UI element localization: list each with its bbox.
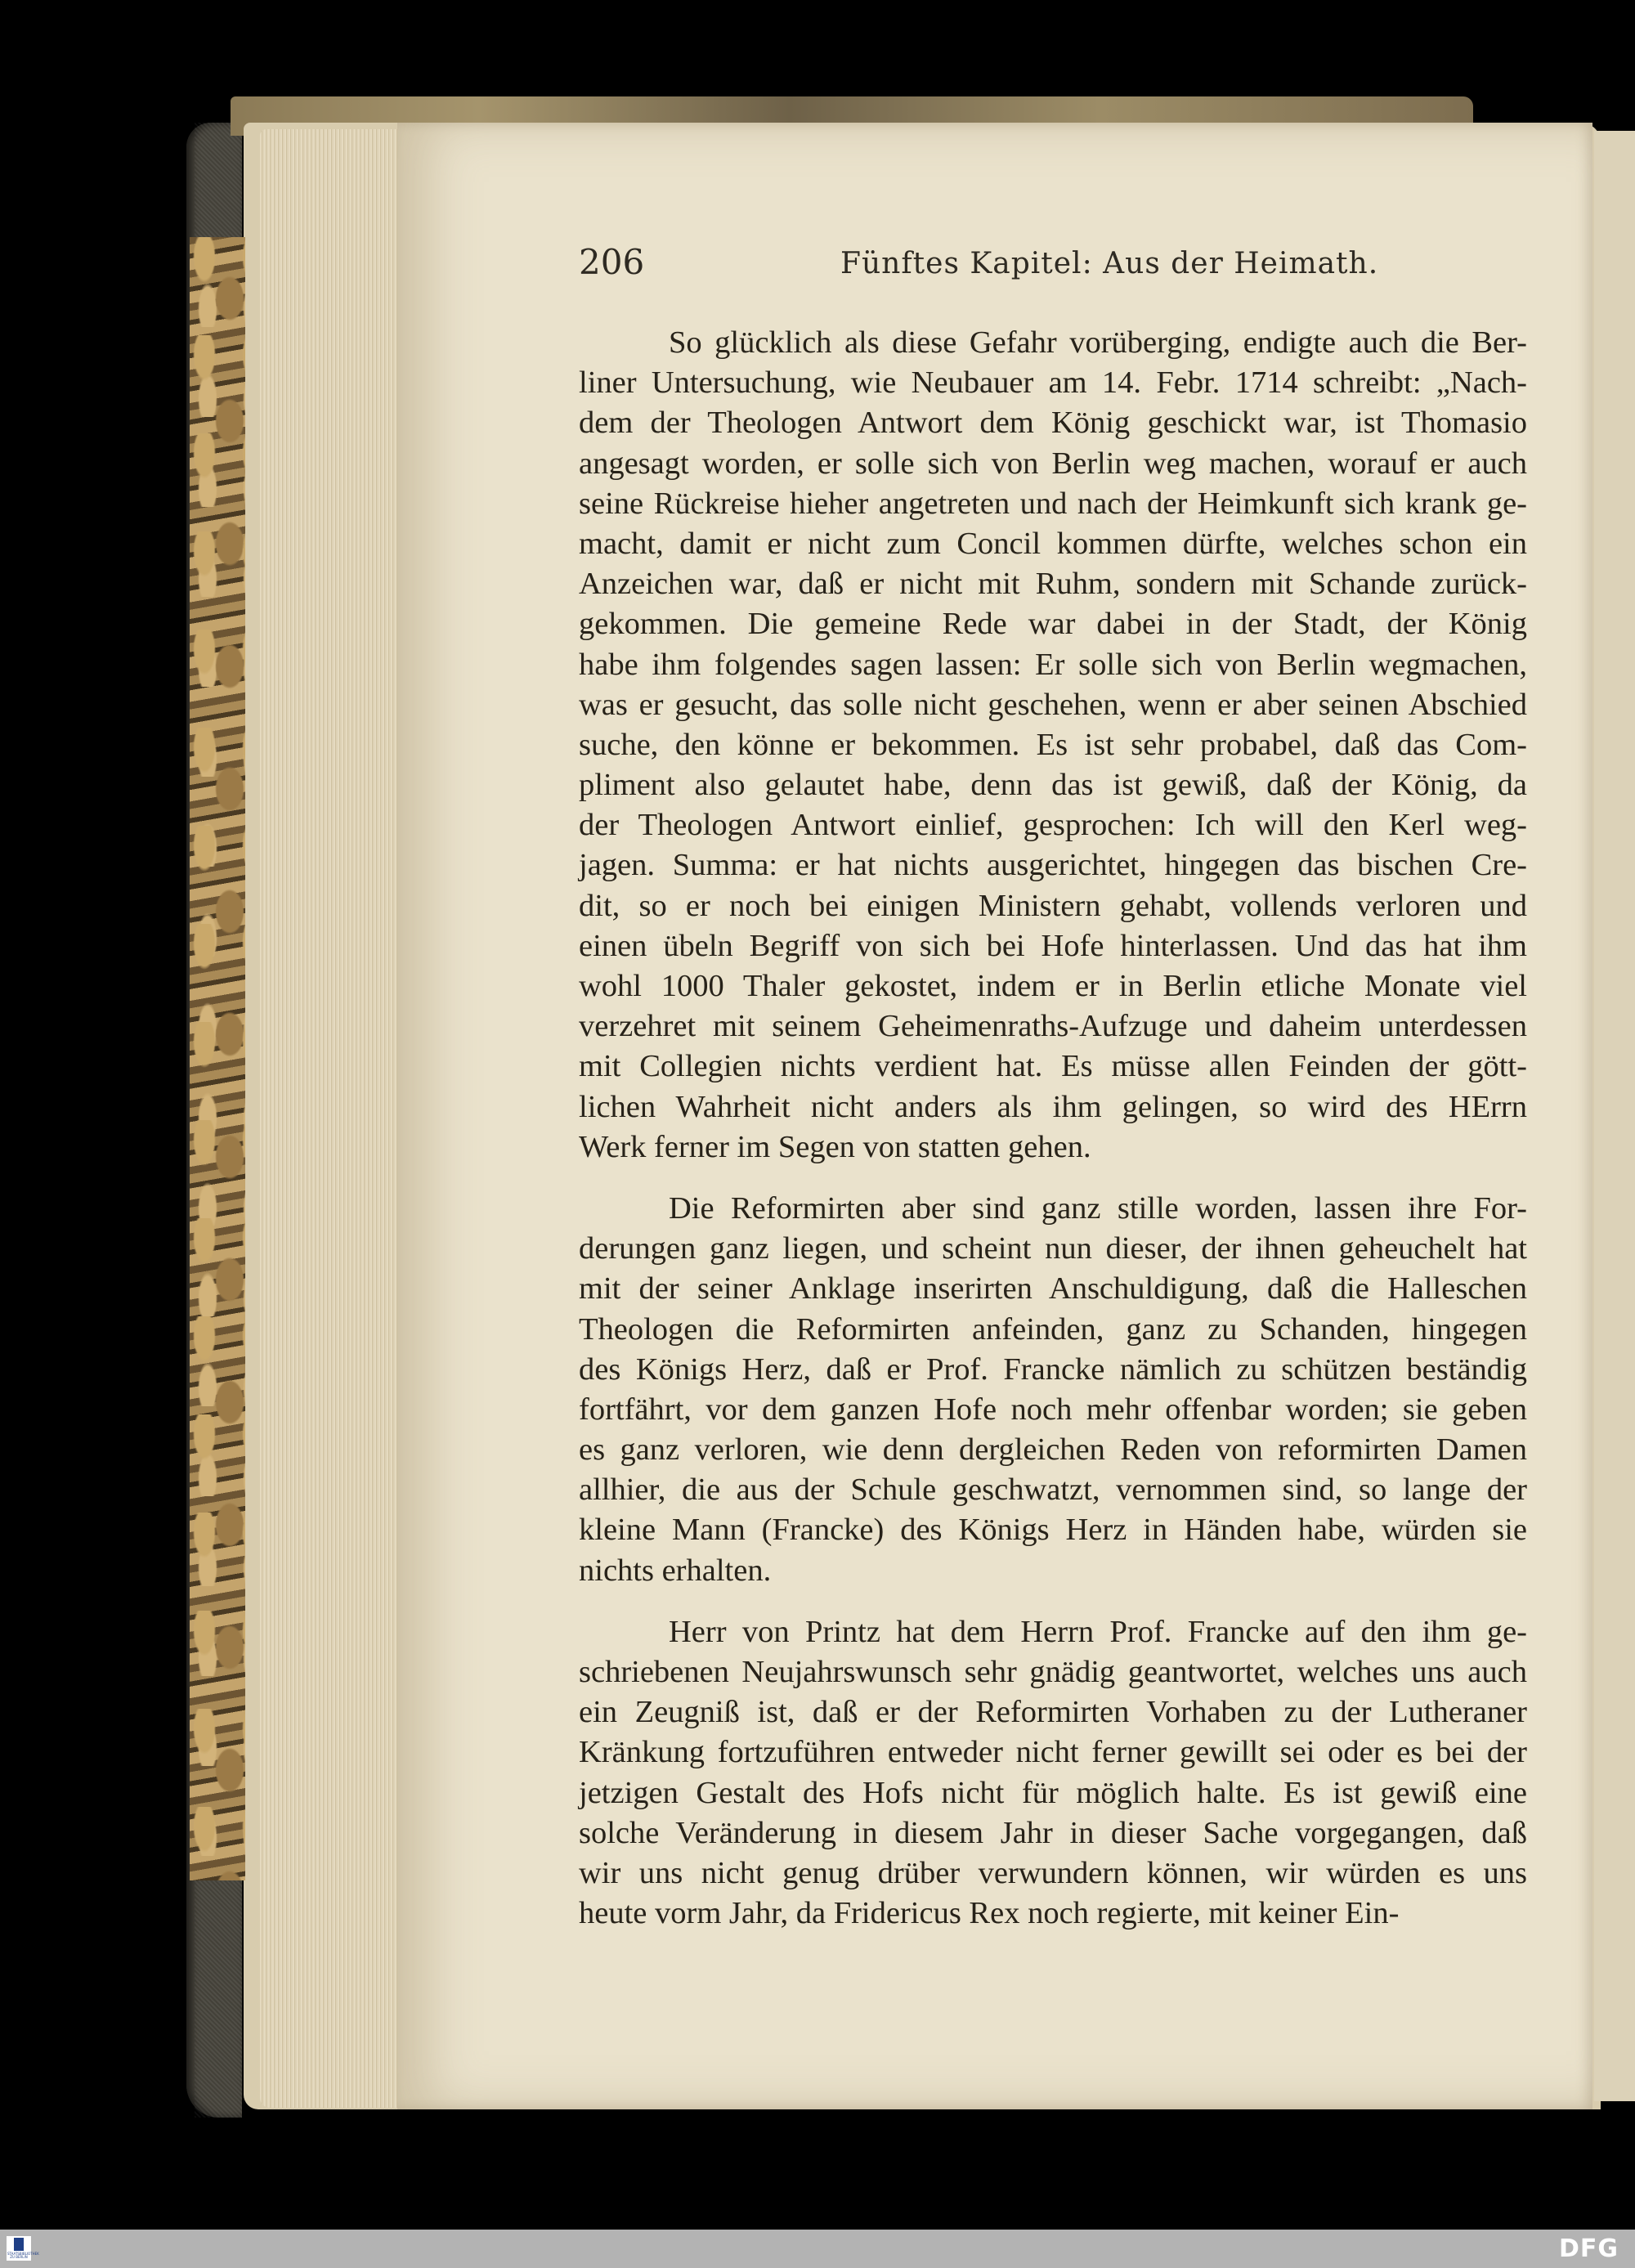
text-line: schriebenen Neujahrswunsch sehr gnädig geantwortet, welches uns auch [579, 1655, 1527, 1689]
text-line: Die Reformirten aber sind ganz stille worden, lassen ihre For- [669, 1190, 1527, 1226]
text-line: des Königs Herz, daß er Prof. Francke nämlich zu schützen beständig [579, 1351, 1527, 1387]
library-logo-icon [14, 2238, 24, 2251]
text-line: mit Collegien nichts verdient hat. Es müsse allen Feinden der gött- [579, 1049, 1527, 1084]
text-line: was er gesucht, das solle nicht geschehen, wenn er aber seinen Abschied [579, 687, 1527, 722]
text-line: Herr von Printz hat dem Herrn Prof. Francke auf den ihm ge- [669, 1614, 1527, 1649]
text-line: pliment also gelautet habe, denn das ist gewiß, daß der König, da [579, 768, 1527, 803]
text-line: verzehret mit seinem Geheimenraths-Aufzuge und daheim unterdessen [579, 1009, 1527, 1044]
text-line: mit der seiner Anklage inserirten Anschuldigung, daß die Halleschen [579, 1271, 1527, 1307]
text-line: derungen ganz liegen, und scheint nun dieser, der ihnen geheuchelt hat [579, 1231, 1527, 1266]
page-stack-edges [260, 129, 399, 2108]
adjacent-page-edge [1594, 131, 1635, 2101]
text-line: lichen Wahrheit nicht anders als ihm gelingen, so wird des HErrn [579, 1089, 1527, 1124]
text-line: angesagt worden, er solle sich von Berlin weg machen, worauf er auch [579, 446, 1527, 481]
running-head [579, 242, 1527, 291]
paragraph-gap [579, 1168, 1527, 1189]
text-line: suche, den könne er bekommen. Es ist sehr probabel, daß das Com- [579, 727, 1527, 762]
paragraph [579, 1612, 1527, 1934]
book-spine-marbled [190, 237, 245, 1880]
paragraph [579, 323, 1527, 1168]
text-line: wohl 1000 Thaler gekostet, indem er in Berlin etliche Monate viel [579, 969, 1527, 1003]
page-number: 206 [579, 242, 645, 282]
text-line: solche Veränderung in diesem Jahr in dieser Sache vorgegangen, daß [579, 1815, 1527, 1850]
text-line: nichts erhalten. [579, 1553, 772, 1588]
text-line: Kränkung fortzuführen entweder nicht ferner gewillt sei oder es bei der [579, 1735, 1527, 1770]
text-line: kleine Mann (Francke) des Königs Herz in Händen habe, würden sie [579, 1513, 1527, 1548]
text-line: wir uns nicht genug drüber verwundern können, wir würden es uns [579, 1855, 1527, 1890]
viewer-footer-bar [0, 2230, 1635, 2268]
dfg-logo: DFG [1558, 2234, 1619, 2263]
text-line: habe ihm folgendes sagen lassen: Er solle sich von Berlin wegmachen, [579, 647, 1527, 682]
text-line: liner Untersuchung, wie Neubauer am 14. Febr. 1714 schreibt: „Nach- [579, 365, 1527, 401]
library-logo [7, 2236, 39, 2261]
text-line: dem der Theologen Antwort dem König geschickt war, ist Thomasio [579, 406, 1527, 441]
text-line: dit, so er noch bei einigen Ministern gehabt, vollends verloren und [579, 888, 1527, 923]
text-line: heute vorm Jahr, da Fridericus Rex noch regierte, mit keiner Ein- [579, 1896, 1400, 1931]
text-line: macht, damit er nicht zum Concil kommen dürfte, welches schon ein [579, 526, 1527, 561]
text-line: gekommen. Die gemeine Rede war dabei in der Stadt, der König [579, 607, 1527, 642]
text-line: allhier, die aus der Schule geschwatzt, vernommen sind, so lange der [579, 1472, 1527, 1508]
text-line: jetzigen Gestalt des Hofs nicht für möglich halte. Es ist gewiß eine [579, 1775, 1527, 1810]
text-line: es ganz verloren, wie denn dergleichen Reden von reformirten Damen [579, 1432, 1527, 1468]
paragraph [579, 1189, 1527, 1591]
running-title: Fünftes Kapitel: Aus der Heimath. [840, 247, 1379, 280]
text-line: jagen. Summa: er hat nichts ausgerichtet, hingegen das bischen Cre- [579, 848, 1527, 883]
text-line: Werk ferner im Segen von statten gehen. [579, 1129, 1091, 1164]
text-line: Anzeichen war, daß er nicht mit Ruhm, sondern mit Schande zurück- [579, 567, 1527, 602]
text-line: Theologen die Reformirten anfeinden, ganz zu Schanden, hingegen [579, 1311, 1527, 1347]
text-line: fortfährt, vor dem ganzen Hofe noch mehr offenbar worden; sie geben [579, 1392, 1527, 1427]
text-line: einen übeln Begriff von sich bei Hofe hinterlassen. Und das hat ihm [579, 928, 1527, 963]
page-body-text [579, 323, 1527, 1934]
text-line: ein Zeugniß ist, daß er der Reformirten Vorhaben zu der Lutheraner [579, 1695, 1527, 1730]
library-logo-text: STAATSBIBLIOTHEK ZU BERLIN [7, 2252, 39, 2259]
text-line: So glücklich als diese Gefahr vorüberging, endigte auch die Ber- [669, 325, 1527, 360]
text-line: seine Rückreise hieher angetreten und nach der Heimkunft sich krank ge- [579, 486, 1527, 521]
text-line: der Theologen Antwort einlief, gesprochen: Ich will den Kerl weg- [579, 808, 1527, 843]
paragraph-gap [579, 1591, 1527, 1612]
